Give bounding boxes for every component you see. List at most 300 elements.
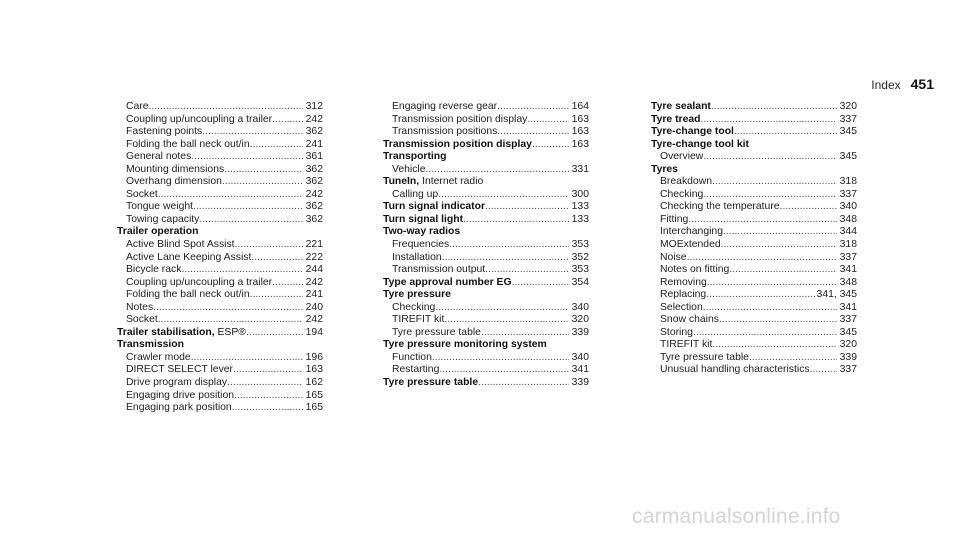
- index-heading: [651, 164, 857, 177]
- index-subentry[interactable]: [117, 214, 323, 227]
- dot-leader: [232, 402, 303, 415]
- index-entry-label: [126, 176, 222, 189]
- index-entry-label: [126, 264, 181, 277]
- index-heading-label: Trailer operation: [117, 226, 199, 238]
- index-entry-label: [392, 252, 442, 265]
- index-entry-text: Frequencies: [392, 239, 450, 251]
- page-reference[interactable]: 362: [305, 213, 323, 225]
- index-subentry[interactable]: [117, 402, 323, 415]
- page-reference[interactable]: 341, 345: [816, 289, 857, 301]
- index-entry-label: [660, 289, 706, 302]
- index-entry-label: [126, 114, 272, 127]
- index-entry-text: TIREFIT kit: [660, 339, 713, 351]
- index-entry-label: [392, 101, 497, 114]
- dot-leader: [202, 126, 303, 139]
- index-subentry[interactable]: [651, 364, 857, 377]
- index-subentry[interactable]: [117, 252, 323, 265]
- index-entry-text: Checking: [660, 188, 704, 200]
- index-entry-label: [660, 214, 688, 227]
- page-reference[interactable]: 312: [305, 101, 323, 112]
- index-entry-label: [660, 189, 703, 202]
- page-reference[interactable]: 337: [839, 188, 857, 200]
- index-entry-label: [126, 377, 227, 390]
- index-entry-label: [660, 176, 712, 189]
- dot-leader: [512, 277, 569, 290]
- index-subentry[interactable]: [383, 327, 589, 340]
- index-entry-label: [660, 239, 721, 252]
- index-entry-label: [126, 201, 193, 214]
- index-entry-text: Unusual handling characteristics: [660, 364, 810, 376]
- dot-leader: [478, 377, 569, 390]
- index-entry-text: Checking the temperature: [660, 201, 780, 213]
- index-subentry[interactable]: [651, 214, 857, 227]
- page-reference[interactable]: 345: [839, 326, 857, 338]
- index-entry-label: [126, 277, 272, 290]
- page-reference[interactable]: 340: [571, 351, 589, 363]
- page-reference[interactable]: 162: [305, 377, 323, 389]
- dot-leader: [485, 201, 569, 214]
- dot-leader: [481, 327, 569, 340]
- index-entry-label: [660, 339, 712, 352]
- index-entry-text: Breakdown: [660, 176, 712, 188]
- index-entry[interactable]: [117, 327, 323, 340]
- index-entry-label: [660, 364, 810, 377]
- index-entry-label: [126, 139, 250, 152]
- index-entry-label: [651, 101, 711, 114]
- index-entry-text: Towing capacity: [126, 213, 200, 225]
- index-entry-text: Checking: [392, 301, 436, 313]
- dot-leader: [149, 101, 303, 114]
- page-reference[interactable]: 300: [571, 188, 589, 200]
- index-subentry[interactable]: [651, 239, 857, 252]
- index-entry-label: [126, 390, 234, 403]
- page-number: 451: [910, 76, 934, 92]
- dot-leader: [222, 176, 303, 189]
- index-entry-text: Trailer stabilisation,: [117, 326, 215, 338]
- index-subentry[interactable]: [117, 239, 323, 252]
- page-reference[interactable]: 221: [305, 239, 323, 251]
- index-heading-label: Tyre pressure monitoring system: [383, 339, 547, 351]
- index-entry-label: [126, 314, 158, 327]
- dot-leader: [706, 289, 814, 302]
- index-subentry[interactable]: [383, 314, 589, 327]
- index-subentry[interactable]: [651, 289, 857, 302]
- index-entry-text: Transmission output: [392, 264, 486, 276]
- dot-leader: [780, 201, 837, 214]
- index-entry[interactable]: [383, 377, 589, 390]
- page-reference[interactable]: 362: [305, 126, 323, 138]
- index-subentry[interactable]: [651, 327, 857, 340]
- index-column-3: [651, 101, 857, 377]
- index-subentry[interactable]: [651, 189, 857, 202]
- index-entry-text: Coupling up/uncoupling a trailer: [126, 113, 273, 125]
- index-entry-text: DIRECT SELECT lever: [126, 364, 234, 376]
- index-subentry[interactable]: [117, 151, 323, 164]
- index-subentry[interactable]: [117, 289, 323, 302]
- index-entry-label: [660, 151, 703, 164]
- index-entry-text: TIREFIT kit: [392, 314, 445, 326]
- index-subentry[interactable]: [117, 390, 323, 403]
- page-reference[interactable]: 337: [839, 251, 857, 263]
- index-entry-text: Restarting: [392, 364, 440, 376]
- dot-leader: [193, 201, 303, 214]
- index-entry-text: Turn signal light: [383, 213, 464, 225]
- index-column-1: [117, 101, 323, 415]
- dot-leader: [199, 214, 303, 227]
- page-reference[interactable]: 362: [305, 176, 323, 188]
- index-subentry[interactable]: [651, 201, 857, 214]
- index-entry-label: [126, 151, 191, 164]
- index-subentry[interactable]: [117, 164, 323, 177]
- index-heading-label: Transporting: [383, 151, 447, 163]
- page-reference[interactable]: 133: [571, 213, 589, 225]
- dot-leader: [497, 101, 569, 114]
- index-entry-text: Turn signal indicator: [383, 201, 485, 213]
- dot-leader: [435, 302, 569, 315]
- page-reference[interactable]: 242: [305, 276, 323, 288]
- index-entry-text: Transmission position display: [383, 138, 532, 150]
- dot-leader: [250, 139, 303, 152]
- index-subentry[interactable]: [117, 264, 323, 277]
- page-reference[interactable]: 222: [305, 251, 323, 263]
- page-reference[interactable]: 362: [305, 163, 323, 175]
- index-entry-label: [651, 126, 734, 139]
- dot-leader: [246, 327, 303, 340]
- index-heading-label: Tyre-change tool kit: [651, 138, 749, 150]
- index-heading-label: TuneIn,: [383, 176, 420, 188]
- index-entry-text: Active Blind Spot Assist: [126, 239, 235, 251]
- page-reference[interactable]: 163: [571, 126, 589, 138]
- index-entry-text: Tyre sealant: [651, 101, 711, 112]
- page-reference[interactable]: 320: [839, 339, 857, 351]
- index-entry-label: [392, 352, 432, 365]
- index-entry-text: Replacing: [660, 289, 707, 301]
- index-entry-label: [117, 327, 246, 340]
- index-entry-text: Storing: [660, 326, 693, 338]
- page-reference[interactable]: 345: [839, 126, 857, 138]
- index-subentry[interactable]: [651, 352, 857, 365]
- index-subentry[interactable]: [383, 364, 589, 377]
- index-heading-label: Transmission: [117, 339, 184, 351]
- index-entry-text: MOExtended: [660, 239, 721, 251]
- index-entry-text: Vehicle: [392, 163, 426, 175]
- index-subentry[interactable]: [383, 126, 589, 139]
- page-reference[interactable]: 244: [305, 264, 323, 276]
- index-entry-label: [126, 164, 224, 177]
- dot-leader: [723, 226, 837, 239]
- index-subentry[interactable]: [117, 126, 323, 139]
- index-subentry[interactable]: [117, 364, 323, 377]
- page-reference[interactable]: 337: [839, 364, 857, 376]
- index-subentry[interactable]: [117, 139, 323, 152]
- index-entry-label: [383, 139, 532, 152]
- index-entry-text: Engaging park position: [126, 402, 232, 414]
- page-reference[interactable]: 361: [305, 151, 323, 163]
- index-entry-label: [383, 277, 512, 290]
- index-subentry[interactable]: [117, 277, 323, 290]
- index-entry-text: Mounting dimensions: [126, 163, 225, 175]
- page-reference[interactable]: 242: [305, 314, 323, 326]
- page-reference[interactable]: 318: [839, 239, 857, 251]
- index-subentry[interactable]: [651, 264, 857, 277]
- page-reference[interactable]: 320: [839, 101, 857, 112]
- index-heading: [383, 151, 589, 164]
- page-reference[interactable]: 165: [305, 389, 323, 401]
- page-reference[interactable]: 164: [571, 101, 589, 112]
- page-reference[interactable]: 337: [839, 314, 857, 326]
- index-entry-extra: ESP®: [214, 326, 246, 338]
- index-entry-label: [126, 214, 199, 227]
- dot-leader: [712, 176, 837, 189]
- page-reference[interactable]: 163: [305, 364, 323, 376]
- page-reference[interactable]: 340: [839, 201, 857, 213]
- index-heading-label: Tyres: [651, 163, 678, 175]
- index-subentry[interactable]: [117, 176, 323, 189]
- page-reference[interactable]: 241: [305, 138, 323, 150]
- index-entry-text: Socket: [126, 314, 158, 326]
- index-subentry[interactable]: [117, 189, 323, 202]
- dot-leader: [497, 126, 569, 139]
- dot-leader: [181, 264, 303, 277]
- index-subentry[interactable]: [117, 201, 323, 214]
- index-entry-label: [126, 302, 153, 315]
- index-entry[interactable]: [383, 139, 589, 152]
- index-entry-text: Overhang dimension: [126, 176, 222, 188]
- index-entry-label: [392, 126, 497, 139]
- page-reference[interactable]: 339: [571, 377, 589, 389]
- dot-leader: [158, 189, 303, 202]
- index-entry-text: Selection: [660, 301, 703, 313]
- page-reference[interactable]: 163: [571, 138, 589, 150]
- index-entry-text: Notes: [126, 301, 154, 313]
- page-reference[interactable]: 348: [839, 276, 857, 288]
- index-entry-text: Tongue weight: [126, 201, 194, 213]
- index-entry[interactable]: [651, 126, 857, 139]
- index-subentry[interactable]: [383, 302, 589, 315]
- index-entry-label: [660, 314, 719, 327]
- index-entry-label: [651, 114, 700, 127]
- index-subentry[interactable]: [383, 101, 589, 114]
- dot-leader: [703, 189, 837, 202]
- dot-leader: [687, 252, 837, 265]
- index-entry-label: [660, 277, 707, 290]
- index-entry-label: [660, 352, 749, 365]
- index-subentry[interactable]: [117, 114, 323, 127]
- index-entry-label: [392, 164, 426, 177]
- dot-leader: [233, 364, 303, 377]
- dot-leader: [432, 352, 569, 365]
- index-subentry[interactable]: [651, 314, 857, 327]
- index-entry-label: [126, 239, 235, 252]
- page-reference[interactable]: 353: [571, 264, 589, 276]
- index-subentry[interactable]: [383, 252, 589, 265]
- index-entry-text: General notes: [126, 151, 192, 163]
- dot-leader: [234, 390, 303, 403]
- index-subentry[interactable]: [651, 252, 857, 265]
- index-entry-label: [383, 201, 485, 214]
- index-entry[interactable]: [651, 101, 857, 114]
- index-subentry[interactable]: [651, 277, 857, 290]
- dot-leader: [227, 377, 303, 390]
- index-column-2: [383, 101, 589, 390]
- index-heading-extra: Internet radio: [419, 176, 484, 188]
- index-subentry[interactable]: [651, 176, 857, 189]
- index-entry-label: [126, 189, 158, 202]
- page-reference[interactable]: 341: [839, 301, 857, 313]
- page-header: [871, 76, 934, 92]
- index-heading: [383, 176, 589, 189]
- section-title: Index: [871, 78, 901, 92]
- index-entry-text: Coupling up/uncoupling a trailer: [126, 276, 273, 288]
- dot-leader: [235, 239, 303, 252]
- page-reference[interactable]: 362: [305, 201, 323, 213]
- index-subentry[interactable]: [383, 239, 589, 252]
- page-reference[interactable]: 339: [839, 351, 857, 363]
- page-reference[interactable]: 341: [571, 364, 589, 376]
- index-entry-text: Drive program display: [126, 377, 228, 389]
- index-heading: [383, 339, 589, 352]
- page-reference[interactable]: 133: [571, 201, 589, 213]
- page-reference[interactable]: 352: [571, 251, 589, 263]
- index-subentry[interactable]: [117, 314, 323, 327]
- index-entry-label: [392, 264, 485, 277]
- page-reference[interactable]: 241: [305, 289, 323, 301]
- index-entry-label: [660, 252, 687, 265]
- dot-leader: [703, 302, 837, 315]
- page-reference[interactable]: 348: [839, 213, 857, 225]
- dot-leader: [693, 327, 837, 340]
- index-subentry[interactable]: [117, 377, 323, 390]
- page-reference[interactable]: 242: [305, 188, 323, 200]
- index-heading: [651, 139, 857, 152]
- index-entry-text: Tyre pressure table: [383, 377, 479, 389]
- index-entry-text: Snow chains: [660, 314, 719, 326]
- dot-leader: [712, 339, 837, 352]
- index-entry-text: Tyre pressure table: [660, 351, 749, 363]
- index-entry-text: Tyre pressure table: [392, 326, 481, 338]
- index-subentry[interactable]: [383, 352, 589, 365]
- page-reference[interactable]: 240: [305, 301, 323, 313]
- index-entry-text: Engaging reverse gear: [392, 101, 498, 112]
- dot-leader: [729, 264, 837, 277]
- index-entry[interactable]: [383, 201, 589, 214]
- page-reference[interactable]: 196: [305, 351, 323, 363]
- page-reference[interactable]: 337: [839, 113, 857, 125]
- dot-leader: [250, 289, 303, 302]
- index-entry-label: [392, 189, 438, 202]
- index-entry[interactable]: [651, 114, 857, 127]
- index-subentry[interactable]: [651, 339, 857, 352]
- index-entry-text: Tyre tread: [651, 113, 701, 125]
- index-entry-label: [383, 214, 463, 227]
- dot-leader: [272, 277, 303, 290]
- index-heading-label: Two-way radios: [383, 226, 461, 238]
- dot-leader: [449, 239, 569, 252]
- index-subentry[interactable]: [651, 226, 857, 239]
- page-reference[interactable]: 320: [571, 314, 589, 326]
- index-entry-text: Notes on fitting: [660, 264, 730, 276]
- dot-leader: [442, 252, 569, 265]
- page-reference[interactable]: 340: [571, 301, 589, 313]
- index-entry[interactable]: [383, 214, 589, 227]
- index-entry-text: Care: [126, 101, 149, 112]
- index-entry-label: [392, 302, 435, 315]
- index-entry-text: Function: [392, 351, 432, 363]
- index-subentry[interactable]: [651, 151, 857, 164]
- page-reference[interactable]: 165: [305, 402, 323, 414]
- index-heading: [117, 226, 323, 239]
- index-subentry[interactable]: [383, 114, 589, 127]
- index-entry-text: Fitting: [660, 213, 689, 225]
- index-entry-text: Removing: [660, 276, 707, 288]
- index-entry-label: [392, 364, 439, 377]
- page-reference[interactable]: 354: [571, 276, 589, 288]
- index-subentry[interactable]: [383, 189, 589, 202]
- page-reference[interactable]: 341: [839, 264, 857, 276]
- index-entry-label: [126, 101, 149, 114]
- index-entry-label: [126, 352, 191, 365]
- dot-leader: [719, 314, 837, 327]
- index-entry-text: Bicycle rack: [126, 264, 182, 276]
- index-entry-label: [126, 289, 250, 302]
- dot-leader: [532, 139, 569, 152]
- dot-leader: [707, 277, 837, 290]
- index-entry-text: Engaging drive position: [126, 389, 235, 401]
- dot-leader: [224, 164, 303, 177]
- index-entry[interactable]: [383, 277, 589, 290]
- dot-leader: [703, 151, 837, 164]
- index-entry-text: Noise: [660, 251, 687, 263]
- dot-leader: [438, 189, 569, 202]
- dot-leader: [527, 114, 569, 127]
- page-reference[interactable]: 331: [571, 163, 589, 175]
- page-reference[interactable]: 344: [839, 226, 857, 238]
- index-heading-label: Tyre pressure: [383, 289, 451, 301]
- index-entry-label: [660, 226, 723, 239]
- dot-leader: [700, 114, 837, 127]
- index-entry-label: [126, 402, 232, 415]
- index-entry-label: [660, 327, 693, 340]
- index-entry-label: [660, 302, 703, 315]
- index-subentry[interactable]: [117, 101, 323, 114]
- index-heading: [383, 289, 589, 302]
- index-entry-text: Interchanging: [660, 226, 723, 238]
- page-reference[interactable]: 353: [571, 239, 589, 251]
- dot-leader: [688, 214, 837, 227]
- page-reference[interactable]: 339: [571, 326, 589, 338]
- index-entry-text: Installation: [392, 251, 442, 263]
- dot-leader: [485, 264, 569, 277]
- page-reference[interactable]: 242: [305, 113, 323, 125]
- dot-leader: [153, 302, 303, 315]
- page-reference[interactable]: 163: [571, 113, 589, 125]
- page-reference[interactable]: 345: [839, 151, 857, 163]
- dot-leader: [711, 101, 837, 114]
- index-entry-text: Socket: [126, 188, 158, 200]
- dot-leader: [439, 364, 569, 377]
- index-entry-text: Folding the ball neck out/in: [126, 289, 250, 301]
- index-subentry[interactable]: [651, 302, 857, 315]
- index-subentry[interactable]: [383, 264, 589, 277]
- index-entry-label: [392, 327, 481, 340]
- dot-leader: [158, 314, 303, 327]
- index-subentry[interactable]: [117, 352, 323, 365]
- index-entry-text: Type approval number EG: [383, 276, 512, 288]
- index-subentry[interactable]: [383, 164, 589, 177]
- page-reference[interactable]: 318: [839, 176, 857, 188]
- index-subentry[interactable]: [117, 302, 323, 315]
- page-reference[interactable]: 194: [305, 326, 323, 338]
